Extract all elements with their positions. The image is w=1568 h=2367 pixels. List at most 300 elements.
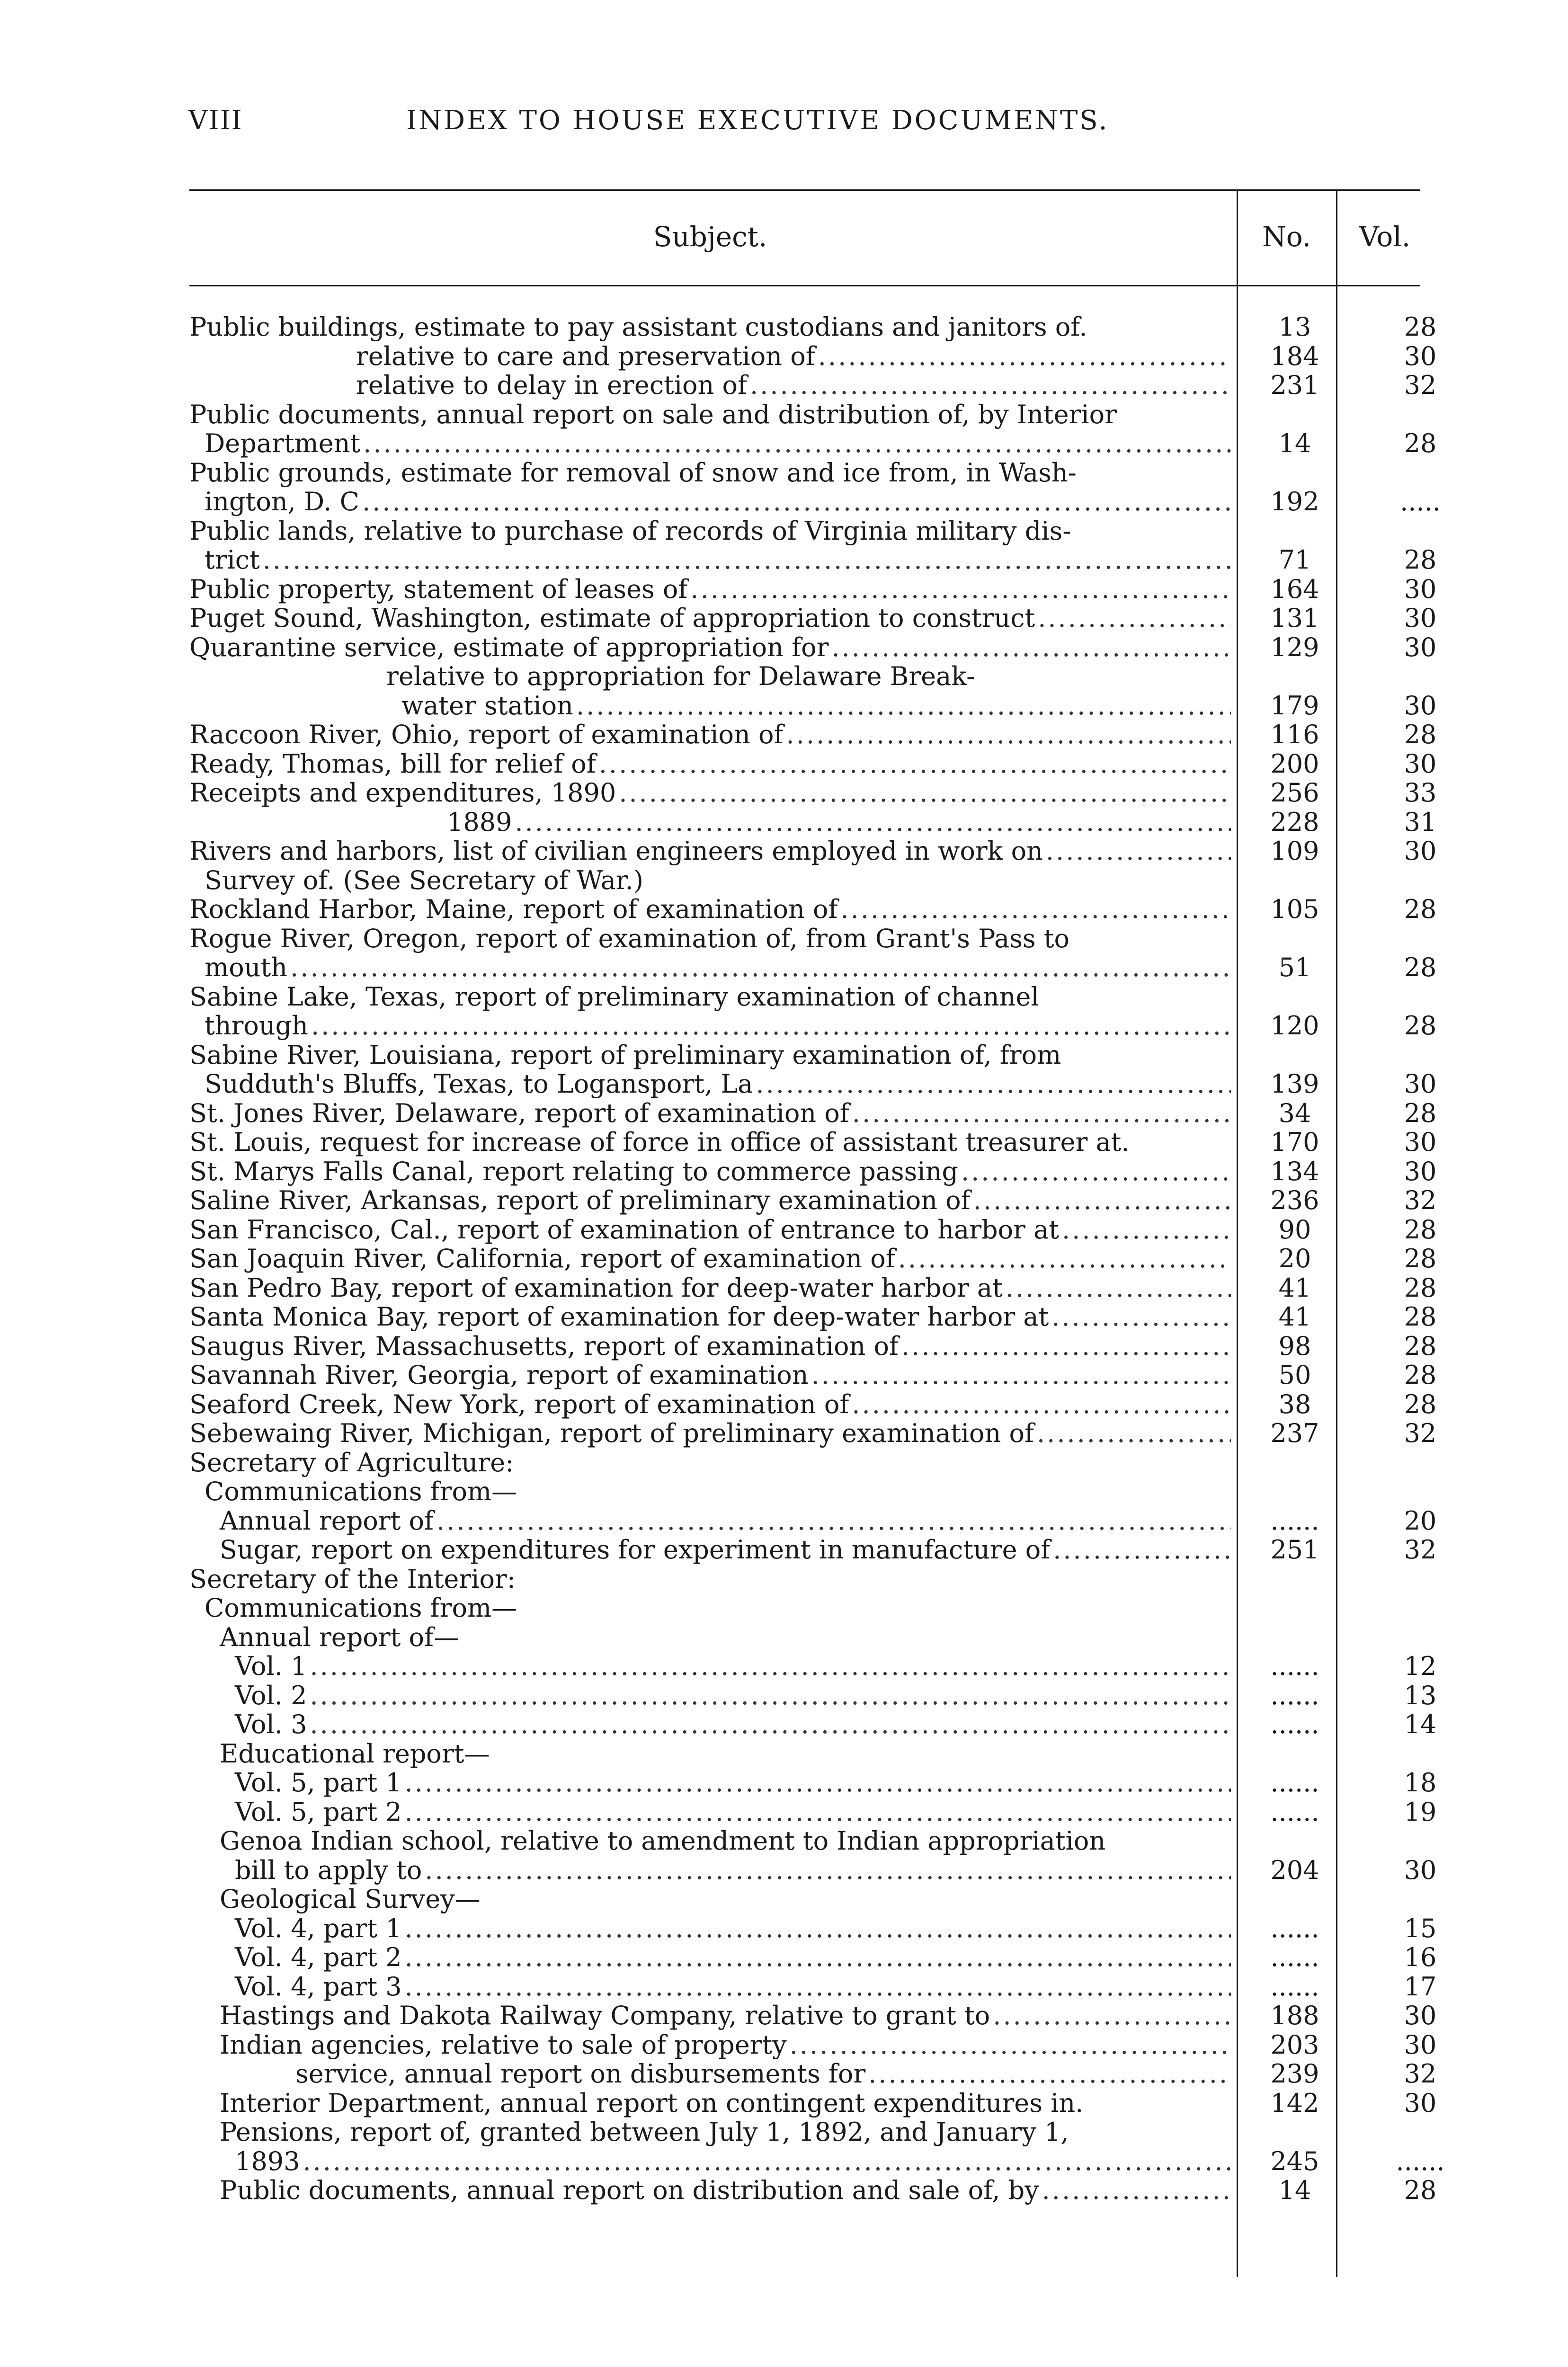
table-row <box>189 982 1439 1012</box>
table-row <box>189 1565 1439 1594</box>
entry-volume: ...... <box>1396 2146 1445 2176</box>
table-row <box>189 749 1439 779</box>
entry-text: Public grounds, estimate for removal of snow and ice from, in Wash- <box>189 458 1077 487</box>
table-row <box>189 1186 1439 1215</box>
table-top-rule <box>189 189 1420 191</box>
entry-text: Public property, statement of leases of <box>189 574 688 604</box>
entry-subject <box>189 836 1231 866</box>
table-row <box>189 2089 1439 2118</box>
table-row <box>189 400 1439 429</box>
table-row <box>189 1041 1439 1070</box>
table-row <box>189 1215 1439 1245</box>
leader-dots <box>363 429 1231 458</box>
table-row <box>189 1972 1439 2002</box>
entry-text: St. Marys Falls Canal, report relating to commerce passing <box>189 1157 958 1186</box>
entry-document-number: 116 <box>1270 720 1319 749</box>
entry-volume: 28 <box>1404 720 1437 749</box>
entry-volume: 28 <box>1404 2175 1437 2205</box>
entry-text: Geological Survey— <box>220 1885 481 1914</box>
column-header-subject: Subject. <box>653 221 767 253</box>
entry-subject <box>189 1041 1231 1070</box>
entry-text: Savannah River, Georgia, report of examination <box>189 1361 809 1390</box>
entry-text: Saugus River, Massachusetts, report of examination of <box>189 1331 899 1361</box>
table-row <box>189 429 1439 458</box>
table-row <box>189 487 1439 516</box>
entry-text: 1889 <box>447 807 512 836</box>
entry-text: bill to apply to <box>235 1855 422 1885</box>
leader-dots <box>901 1332 1231 1361</box>
table-row <box>189 312 1439 342</box>
entry-document-number: 228 <box>1270 807 1319 837</box>
entry-text: Receipts and expenditures, 1890 <box>189 778 616 808</box>
entry-subject <box>189 1652 1231 1681</box>
leader-dots <box>1006 1273 1231 1303</box>
entry-volume: 28 <box>1404 1389 1437 1419</box>
entry-subject <box>189 1069 1231 1099</box>
table-row <box>189 1506 1439 1536</box>
entry-subject <box>189 429 1231 458</box>
leader-dots <box>303 2147 1231 2176</box>
leader-dots <box>405 1914 1231 1943</box>
entry-subject <box>189 1972 1231 2002</box>
entry-volume: 28 <box>1404 1272 1437 1303</box>
leader-dots <box>811 1361 1231 1390</box>
entry-document-number: 41 <box>1278 1302 1311 1332</box>
entry-volume: 31 <box>1404 807 1437 837</box>
entry-text: Indian agencies, relative to sale of property <box>220 2030 787 2059</box>
entry-text: relative to care and preservation of <box>356 341 815 371</box>
entry-document-number: 105 <box>1270 894 1319 924</box>
table-row <box>189 1128 1439 1157</box>
entry-text: Ready, Thomas, bill for relief of <box>189 749 596 778</box>
entry-document-number: 200 <box>1270 748 1319 779</box>
entry-text: Raccoon River, Ohio, report of examination of <box>189 720 784 749</box>
entry-volume: 14 <box>1404 1709 1437 1739</box>
leader-dots <box>852 1099 1231 1128</box>
entry-subject <box>189 1710 1231 1739</box>
entry-subject <box>189 458 1231 488</box>
entry-text: Rogue River, Oregon, report of examination of, from Grant's Pass to <box>189 924 1069 953</box>
table-row <box>189 1011 1439 1041</box>
entry-subject <box>189 312 1231 342</box>
leader-dots <box>818 342 1231 371</box>
entry-document-number: 237 <box>1270 1418 1319 1448</box>
entry-subject <box>189 866 1231 895</box>
entry-subject <box>189 1914 1231 1943</box>
entry-volume: 30 <box>1404 836 1437 866</box>
leader-dots <box>973 1186 1231 1215</box>
entry-text: Puget Sound, Washington, estimate of appropriation to construct <box>189 604 1035 633</box>
entry-volume: 28 <box>1404 894 1437 924</box>
leader-dots <box>1046 836 1231 866</box>
table-row <box>189 895 1439 924</box>
entry-volume: 30 <box>1404 2088 1437 2118</box>
table-header-rule <box>189 285 1420 286</box>
entry-subject <box>189 895 1231 924</box>
entry-subject <box>189 953 1231 982</box>
table-row <box>189 575 1439 604</box>
table-row <box>189 691 1439 721</box>
entry-document-number: 41 <box>1278 1272 1311 1303</box>
leader-dots <box>576 691 1231 721</box>
table-row <box>189 720 1439 749</box>
entry-document-number: 50 <box>1278 1360 1311 1390</box>
leader-dots <box>756 1069 1231 1099</box>
entry-subject <box>189 1419 1231 1448</box>
entry-volume: 28 <box>1404 1214 1437 1245</box>
entry-subject <box>189 2030 1231 2060</box>
entry-document-number: 14 <box>1278 428 1311 458</box>
entry-text: Public lands, relative to purchase of records of Virginia military dis- <box>189 516 1071 545</box>
entry-text: relative to delay in erection of <box>356 371 747 400</box>
table-row <box>189 1332 1439 1361</box>
table-row <box>189 778 1439 808</box>
entry-subject <box>189 2118 1231 2147</box>
entry-volume: 32 <box>1404 370 1437 400</box>
entry-subject <box>189 1332 1231 1361</box>
entry-volume: 33 <box>1404 778 1437 808</box>
leader-dots <box>852 1390 1231 1419</box>
entry-text: Sebewaing River, Michigan, report of preliminary examination of <box>189 1419 1034 1448</box>
entry-document-number: 164 <box>1270 574 1319 604</box>
entry-text: Public buildings, estimate to pay assistant custodians and janitors of. <box>189 312 1087 342</box>
leader-dots <box>868 2059 1231 2089</box>
entry-document-number: ...... <box>1270 1942 1319 1972</box>
entry-subject <box>189 545 1231 575</box>
entry-text: Santa Monica Bay, report of examination for deep-water harbor at <box>189 1302 1049 1332</box>
table-row <box>189 1390 1439 1419</box>
table-row <box>189 342 1439 371</box>
entry-document-number: 131 <box>1270 603 1319 633</box>
entry-text: Quarantine service, estimate of appropriation for <box>189 632 829 662</box>
entry-volume: 28 <box>1404 545 1437 575</box>
entry-volume: 17 <box>1404 1971 1437 2002</box>
entry-document-number: 256 <box>1270 778 1319 808</box>
leader-dots <box>619 778 1231 808</box>
entry-document-number: 13 <box>1278 312 1311 342</box>
entry-subject <box>189 2176 1231 2205</box>
entry-subject <box>189 1215 1231 1245</box>
table-row <box>189 662 1439 691</box>
leader-dots <box>405 1797 1231 1827</box>
entry-document-number: ...... <box>1270 1505 1319 1536</box>
entry-text: Public documents, annual report on distribution and sale of, by <box>220 2176 1039 2205</box>
entry-subject <box>189 1448 1231 1477</box>
entry-volume: 28 <box>1404 952 1437 982</box>
table-row <box>189 1244 1439 1273</box>
entry-document-number: 139 <box>1270 1069 1319 1099</box>
entry-volume: 28 <box>1404 1360 1437 1390</box>
leader-dots <box>1051 1302 1231 1332</box>
column-header-no: No. <box>1262 221 1311 253</box>
entry-subject <box>189 371 1231 400</box>
entry-document-number: 129 <box>1270 632 1319 662</box>
leader-dots <box>599 749 1231 779</box>
entry-subject <box>189 1739 1231 1769</box>
entry-volume: 28 <box>1404 312 1437 342</box>
table-row <box>189 1302 1439 1332</box>
entry-volume: 13 <box>1404 1680 1437 1710</box>
table-row <box>189 516 1439 546</box>
entry-volume: 30 <box>1404 2001 1437 2030</box>
entry-document-number: 192 <box>1270 487 1319 516</box>
entry-volume: 30 <box>1404 574 1437 604</box>
table-row <box>189 545 1439 575</box>
entry-subject <box>189 516 1231 546</box>
table-row <box>189 1856 1439 1885</box>
entry-text: Secretary of the Interior: <box>189 1564 516 1593</box>
entry-text: St. Louis, request for increase of force in office of assistant treasurer at. <box>189 1128 1130 1157</box>
table-row <box>189 808 1439 837</box>
entry-subject <box>189 749 1231 779</box>
entry-text: trict <box>205 545 260 575</box>
entry-subject <box>189 808 1231 837</box>
page-number: VIII <box>188 105 243 136</box>
entry-volume: 12 <box>1404 1651 1437 1681</box>
leader-dots <box>405 1972 1231 2002</box>
entry-subject <box>189 1506 1231 1536</box>
table-row <box>189 633 1439 662</box>
entry-text: mouth <box>205 953 287 982</box>
entry-volume: 28 <box>1404 1302 1437 1332</box>
column-header-vol: Vol. <box>1359 221 1411 253</box>
entry-document-number: 109 <box>1270 836 1319 866</box>
entry-subject <box>189 1943 1231 1972</box>
entry-text: water station <box>401 691 573 720</box>
table-row <box>189 1797 1439 1827</box>
table-row <box>189 458 1439 488</box>
entry-text: ington, D. C <box>205 487 359 516</box>
entry-text: Communications from— <box>205 1593 517 1623</box>
table-row <box>189 1361 1439 1390</box>
table-row <box>189 1710 1439 1739</box>
entry-subject <box>189 1885 1231 1914</box>
entry-subject <box>189 633 1231 662</box>
entry-subject <box>189 2147 1231 2176</box>
entry-document-number: 179 <box>1270 690 1319 721</box>
entry-subject <box>189 1390 1231 1419</box>
table-row <box>189 1885 1439 1914</box>
page-title: INDEX TO HOUSE EXECUTIVE DOCUMENTS. <box>406 105 1109 136</box>
table-row <box>189 1448 1439 1477</box>
leader-dots <box>310 1710 1231 1739</box>
entry-subject <box>189 342 1231 371</box>
entry-volume: 30 <box>1404 1069 1437 1099</box>
table-row <box>189 836 1439 866</box>
table-row <box>189 604 1439 633</box>
entry-text: Secretary of Agriculture: <box>189 1448 514 1477</box>
entry-document-number: ...... <box>1270 1680 1319 1710</box>
leader-dots <box>310 1652 1231 1681</box>
entry-text: San Francisco, Cal., report of examination of entrance to harbor at <box>189 1215 1060 1244</box>
entry-text: Communications from— <box>205 1477 517 1506</box>
entry-text: Seaford Creek, New York, report of examination of <box>189 1389 849 1419</box>
entry-volume: 15 <box>1404 1913 1437 1943</box>
table-row <box>189 1069 1439 1099</box>
leader-dots <box>405 1943 1231 1972</box>
entry-document-number: 134 <box>1270 1156 1319 1186</box>
entry-subject <box>189 1535 1231 1565</box>
table-row <box>189 1099 1439 1128</box>
entry-document-number: 90 <box>1278 1214 1311 1245</box>
entry-text: Vol. 5, part 1 <box>235 1768 402 1797</box>
entry-volume: 16 <box>1404 1942 1437 1972</box>
entry-text: 1893 <box>235 2146 300 2176</box>
entry-volume: 18 <box>1404 1768 1437 1797</box>
entry-text: San Pedro Bay, report of examination for deep-water harbor at <box>189 1273 1003 1302</box>
entry-volume: 30 <box>1404 1127 1437 1157</box>
entry-text: Annual report of <box>220 1506 434 1535</box>
entry-subject <box>189 1623 1231 1652</box>
entry-subject <box>189 575 1231 604</box>
entry-document-number: 38 <box>1278 1389 1311 1419</box>
leader-dots <box>437 1506 1231 1536</box>
entry-text: St. Jones River, Delaware, report of examination of <box>189 1098 849 1128</box>
entry-volume: 32 <box>1404 1185 1437 1215</box>
entry-text: Vol. 1 <box>235 1652 307 1681</box>
leader-dots <box>961 1157 1231 1186</box>
table-row <box>189 2001 1439 2030</box>
entry-document-number: 71 <box>1278 545 1311 575</box>
entry-volume: 28 <box>1404 1244 1437 1273</box>
entry-subject <box>189 2089 1231 2118</box>
entry-text: Department <box>205 429 361 458</box>
entry-volume: 19 <box>1404 1797 1437 1827</box>
entry-text: Public documents, annual report on sale and distribution of, by Interior <box>189 400 1117 429</box>
entry-volume: 20 <box>1404 1505 1437 1536</box>
entry-document-number: ...... <box>1270 1768 1319 1797</box>
entry-document-number: 170 <box>1270 1127 1319 1157</box>
leader-dots <box>310 1681 1231 1710</box>
entry-text: Interior Department, annual report on contingent expenditures in. <box>220 2088 1084 2118</box>
table-row <box>189 2146 1445 2176</box>
entry-subject <box>189 400 1231 429</box>
entry-text: through <box>205 1011 308 1041</box>
table-row <box>189 1273 1439 1303</box>
leader-dots <box>1062 1215 1231 1245</box>
entry-text: Vol. 2 <box>235 1681 307 1710</box>
entry-subject <box>189 1797 1231 1827</box>
entry-subject <box>189 1011 1231 1041</box>
entry-volume: 30 <box>1404 632 1437 662</box>
entry-document-number: 14 <box>1278 2175 1311 2205</box>
entry-document-number: 184 <box>1270 341 1319 371</box>
leader-dots <box>311 1011 1231 1041</box>
table-row <box>189 1768 1439 1797</box>
entry-volume: 28 <box>1404 1011 1437 1041</box>
entry-document-number: 34 <box>1278 1098 1311 1128</box>
table-row <box>189 1914 1439 1943</box>
entry-subject <box>189 1128 1231 1157</box>
entry-text: Pensions, report of, granted between July 1, 1892, and January 1, <box>220 2118 1069 2147</box>
entry-document-number: 236 <box>1270 1185 1319 1215</box>
leader-dots <box>790 2030 1231 2060</box>
entry-subject <box>189 1856 1231 1885</box>
entry-volume: 32 <box>1404 1535 1437 1565</box>
entry-subject <box>189 487 1231 516</box>
entry-text: Vol. 3 <box>235 1710 307 1739</box>
leader-dots <box>515 808 1231 837</box>
table-row <box>189 1652 1439 1681</box>
entry-text: Educational report— <box>220 1739 490 1768</box>
index-entries <box>189 312 1445 2205</box>
entry-subject <box>189 1099 1231 1128</box>
leader-dots <box>1053 1535 1231 1565</box>
entry-text: relative to appropriation for Delaware Break- <box>386 662 975 691</box>
entry-subject <box>189 1477 1231 1506</box>
entry-volume: ..... <box>1400 487 1441 516</box>
entry-text: Survey of. (See Secretary of War.) <box>205 865 643 895</box>
leader-dots <box>993 2001 1231 2030</box>
table-row <box>189 371 1439 400</box>
table-row <box>189 1593 1439 1623</box>
leader-dots <box>290 953 1231 982</box>
entry-document-number: ...... <box>1270 1913 1319 1943</box>
entry-subject <box>189 2001 1231 2030</box>
entry-document-number: ...... <box>1270 1709 1319 1739</box>
entry-subject <box>189 1565 1231 1594</box>
table-row <box>189 866 1439 895</box>
entry-text: service, annual report on disbursements for <box>295 2059 866 2089</box>
entry-document-number: 204 <box>1270 1855 1319 1885</box>
entry-document-number: 20 <box>1278 1244 1311 1273</box>
entry-subject <box>189 982 1231 1012</box>
entry-text: Saline River, Arkansas, report of preliminary examination of <box>189 1186 971 1215</box>
entry-subject <box>189 604 1231 633</box>
entry-volume: 30 <box>1404 1855 1437 1885</box>
entry-document-number: 120 <box>1270 1011 1319 1041</box>
entry-subject <box>189 1302 1231 1332</box>
entry-document-number: 231 <box>1270 370 1319 400</box>
entry-text: Vol. 4, part 1 <box>235 1913 402 1943</box>
leader-dots <box>1042 2176 1231 2205</box>
leader-dots <box>263 545 1231 575</box>
table-row <box>189 1739 1439 1769</box>
leader-dots <box>690 575 1231 604</box>
entry-text: Sabine River, Louisiana, report of preliminary examination of, from <box>189 1040 1061 1069</box>
entry-document-number: 142 <box>1270 2088 1319 2118</box>
entry-volume: 30 <box>1404 341 1437 371</box>
table-row <box>189 2176 1439 2205</box>
entry-volume: 28 <box>1404 1098 1437 1128</box>
entry-document-number: 188 <box>1270 2001 1319 2030</box>
entry-document-number: ...... <box>1270 1971 1319 2002</box>
entry-volume: 30 <box>1404 1156 1437 1186</box>
entry-subject <box>189 1273 1231 1303</box>
entry-volume: 32 <box>1404 2059 1437 2089</box>
table-row <box>189 1681 1439 1710</box>
entry-subject <box>189 691 1231 721</box>
entry-document-number: 251 <box>1270 1535 1319 1565</box>
table-row <box>189 1943 1439 1972</box>
leader-dots <box>750 371 1231 400</box>
leader-dots <box>831 633 1231 662</box>
entry-document-number: ...... <box>1270 1797 1319 1827</box>
table-row <box>189 2059 1439 2089</box>
entry-subject <box>189 778 1231 808</box>
entry-subject <box>189 720 1231 749</box>
entry-subject <box>189 1157 1231 1186</box>
entry-volume: 28 <box>1404 428 1437 458</box>
table-row <box>189 2118 1439 2147</box>
entry-volume: 28 <box>1404 1331 1437 1361</box>
entry-subject <box>189 1186 1231 1215</box>
page-header <box>188 105 1292 143</box>
leader-dots <box>1038 604 1231 633</box>
entry-text: Sugar, report on expenditures for experiment in manufacture of <box>220 1535 1051 1565</box>
table-row <box>189 1623 1439 1652</box>
entry-text: Vol. 4, part 3 <box>235 1972 402 2001</box>
